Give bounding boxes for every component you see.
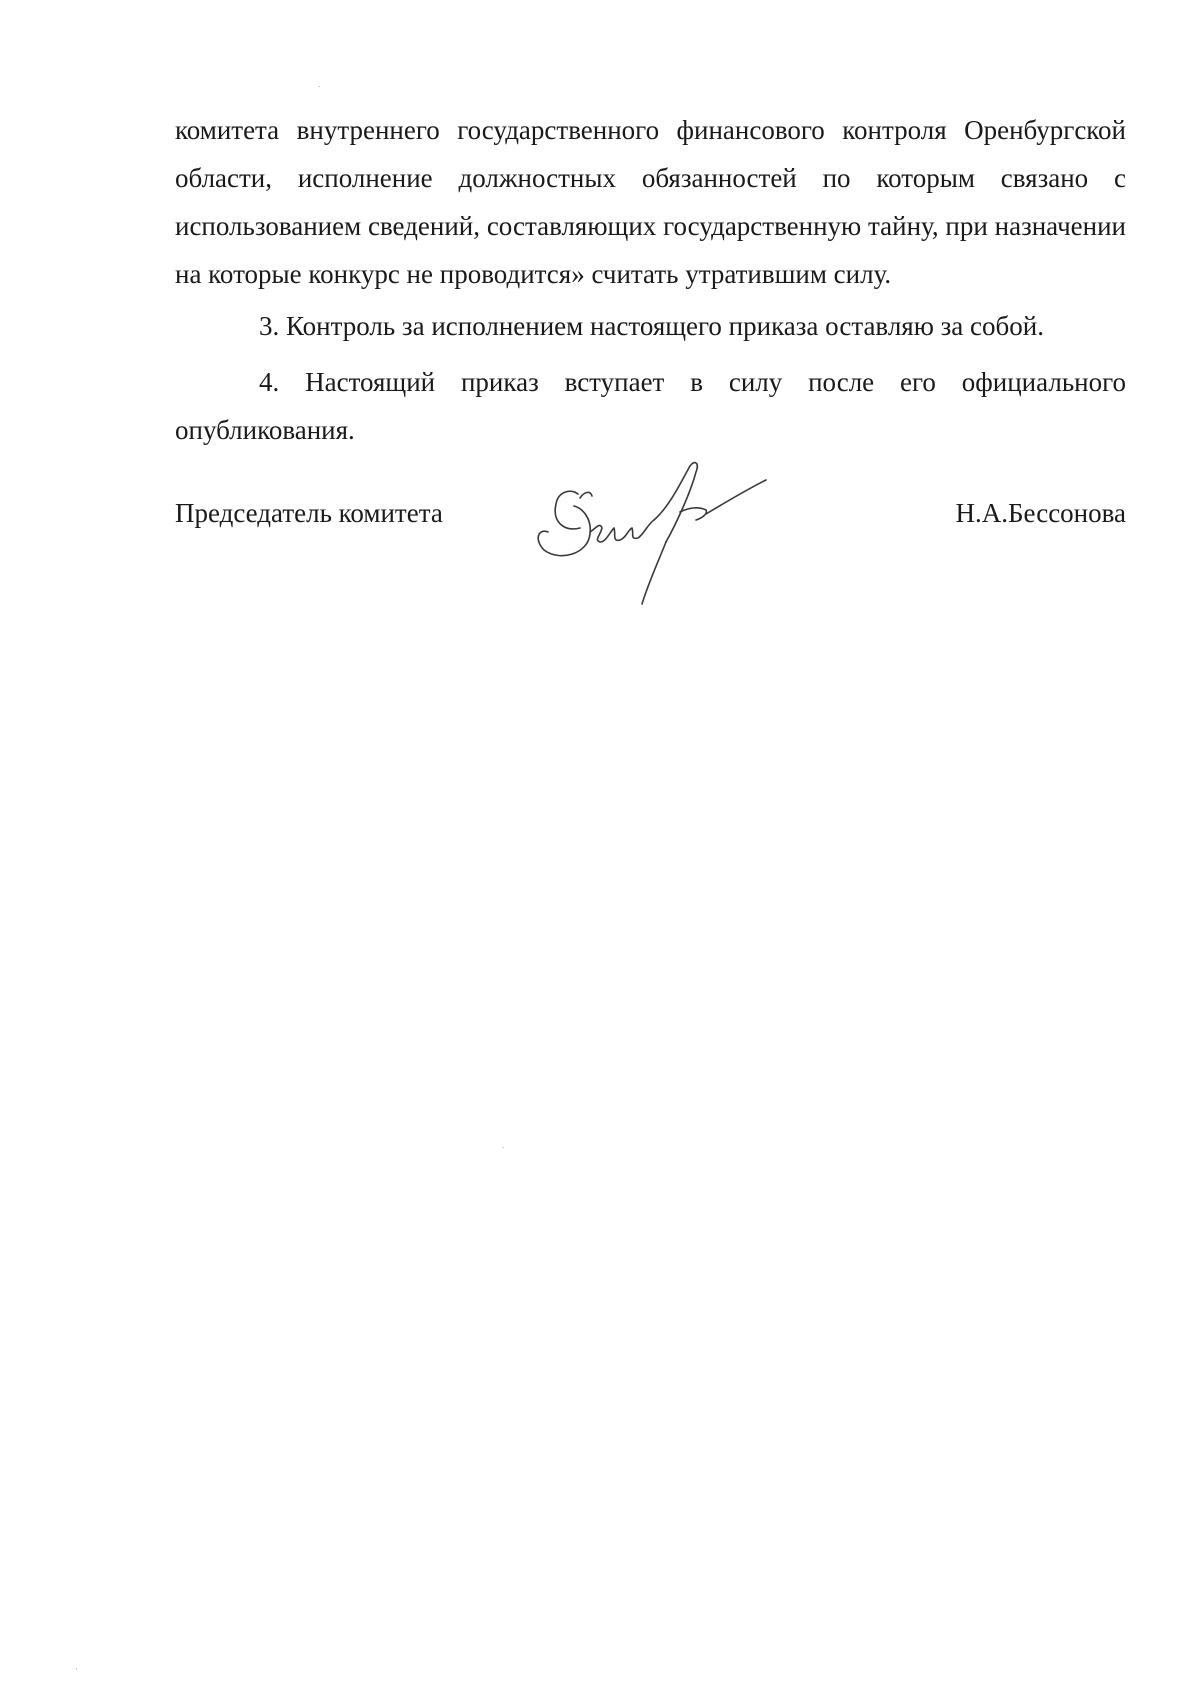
paragraph-4: 4. Настоящий приказ вступает в силу после его официального опубликования.	[175, 367, 1126, 445]
numbered-paragraphs	[175, 302, 1126, 454]
signatory-name: Н.А.Бессонова	[955, 498, 1126, 528]
scan-speck	[76, 1668, 77, 1670]
paragraph-continuation: комитета внутреннего государственного финансового контроля Оренбургской области, исполнение должностных обязанностей по которым связано с использованием сведений, составляющих государственную тайну, при назначении на которые конкурс не проводится» считать утратившим силу.	[175, 115, 1126, 289]
handwritten-signature-icon	[530, 458, 800, 608]
paragraph-3: 3. Контроль за исполнением настоящего приказа оставляю за собой.	[259, 311, 1044, 341]
scan-speck	[502, 1147, 504, 1148]
signatory-position: Председатель комитета	[175, 498, 443, 528]
scan-speck	[318, 86, 320, 87]
